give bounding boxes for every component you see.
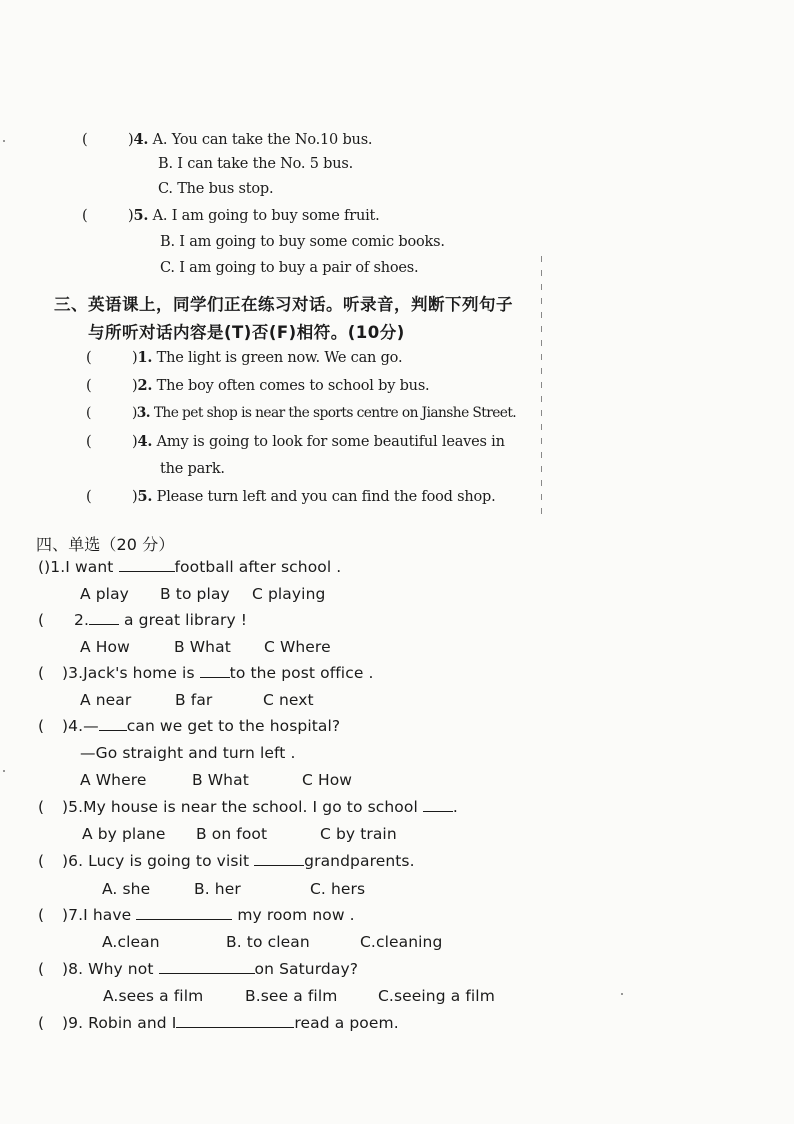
- answer-blank: [89, 623, 119, 625]
- p2-q5-option-c: C. I am going to buy a pair of shoes.: [160, 260, 419, 276]
- p4-q6-options: A. she B. her C. hers: [102, 880, 366, 898]
- p4-q2-stem: ( 2. a great library !: [38, 611, 248, 629]
- answer-blank: [254, 864, 304, 866]
- part4-heading: 四、单选（20 分）: [36, 535, 175, 554]
- p4-q8-options: A.sees a film B.see a film C.seeing a film: [103, 987, 495, 1005]
- p4-q3-stem: ( )3.Jack's home is to the post office .: [38, 664, 374, 682]
- answer-blank: [119, 570, 175, 572]
- part3-item-2: ( )2. The boy often comes to school by bus.: [86, 377, 430, 394]
- part3-heading-line2: 与所听对话内容是(T)否(F)相符。(10分): [88, 323, 405, 342]
- p2-q4-option-b: B. I can take the No. 5 bus.: [158, 156, 354, 172]
- part3-item-3: ( )3. The pet shop is near the sports centre on Jianshe Street.: [86, 405, 517, 421]
- p4-q9-stem: ( )9. Robin and I read a poem.: [38, 1014, 399, 1032]
- answer-blank: [200, 676, 230, 678]
- p4-q8-stem: ( )8. Why not on Saturday?: [38, 960, 359, 978]
- answer-blank: [176, 1026, 294, 1028]
- part3-item-1: ( )1. The light is green now. We can go.: [86, 349, 403, 366]
- part3-item-4-continued: the park.: [160, 461, 225, 477]
- p4-q7-stem: ( )7.I have my room now .: [38, 906, 355, 924]
- answer-blank: [99, 729, 127, 731]
- p2-q4-option-c: C. The bus stop.: [158, 181, 274, 197]
- p4-q7-options: A.clean B. to clean C.cleaning: [102, 933, 443, 951]
- answer-blank: [136, 918, 232, 920]
- part3-item-5: ( )5. Please turn left and you can find the food shop.: [86, 488, 496, 505]
- answer-blank: [159, 972, 255, 974]
- p4-q3-options: A near B far C next: [80, 691, 314, 709]
- p2-q5-option-a: ( )5. A. I am going to buy some fruit.: [82, 207, 380, 224]
- p4-q1-stem: ()1.I want football after school .: [38, 558, 342, 576]
- p4-q4-response: —Go straight and turn left .: [80, 744, 296, 762]
- p4-q5-stem: ( )5.My house is near the school. I go to school .: [38, 798, 458, 816]
- part3-item-4: ( )4. Amy is going to look for some beautiful leaves in: [86, 433, 505, 450]
- scan-speck: [3, 140, 5, 142]
- p2-q5-option-b: B. I am going to buy some comic books.: [160, 234, 445, 250]
- scan-speck: [3, 770, 5, 772]
- answer-blank: [423, 810, 453, 812]
- part3-heading-line1: 三、英语课上，同学们正在练习对话。听录音，判断下列句子: [54, 295, 513, 314]
- p4-q4-options: A Where B What C How: [80, 771, 353, 789]
- p4-q1-options: A play B to play C playing: [80, 585, 326, 603]
- p4-q6-stem: ( )6. Lucy is going to visit grandparents.: [38, 852, 415, 870]
- margin-dashed-line: [541, 256, 542, 514]
- p2-q4-option-a: ( )4. A. You can take the No.10 bus.: [82, 131, 373, 148]
- scan-speck: [621, 993, 623, 995]
- p4-q5-options: A by plane B on foot C by train: [82, 825, 397, 843]
- p4-q4-stem: ( )4.— can we get to the hospital?: [38, 717, 341, 735]
- p4-q2-options: A How B What C Where: [80, 638, 331, 656]
